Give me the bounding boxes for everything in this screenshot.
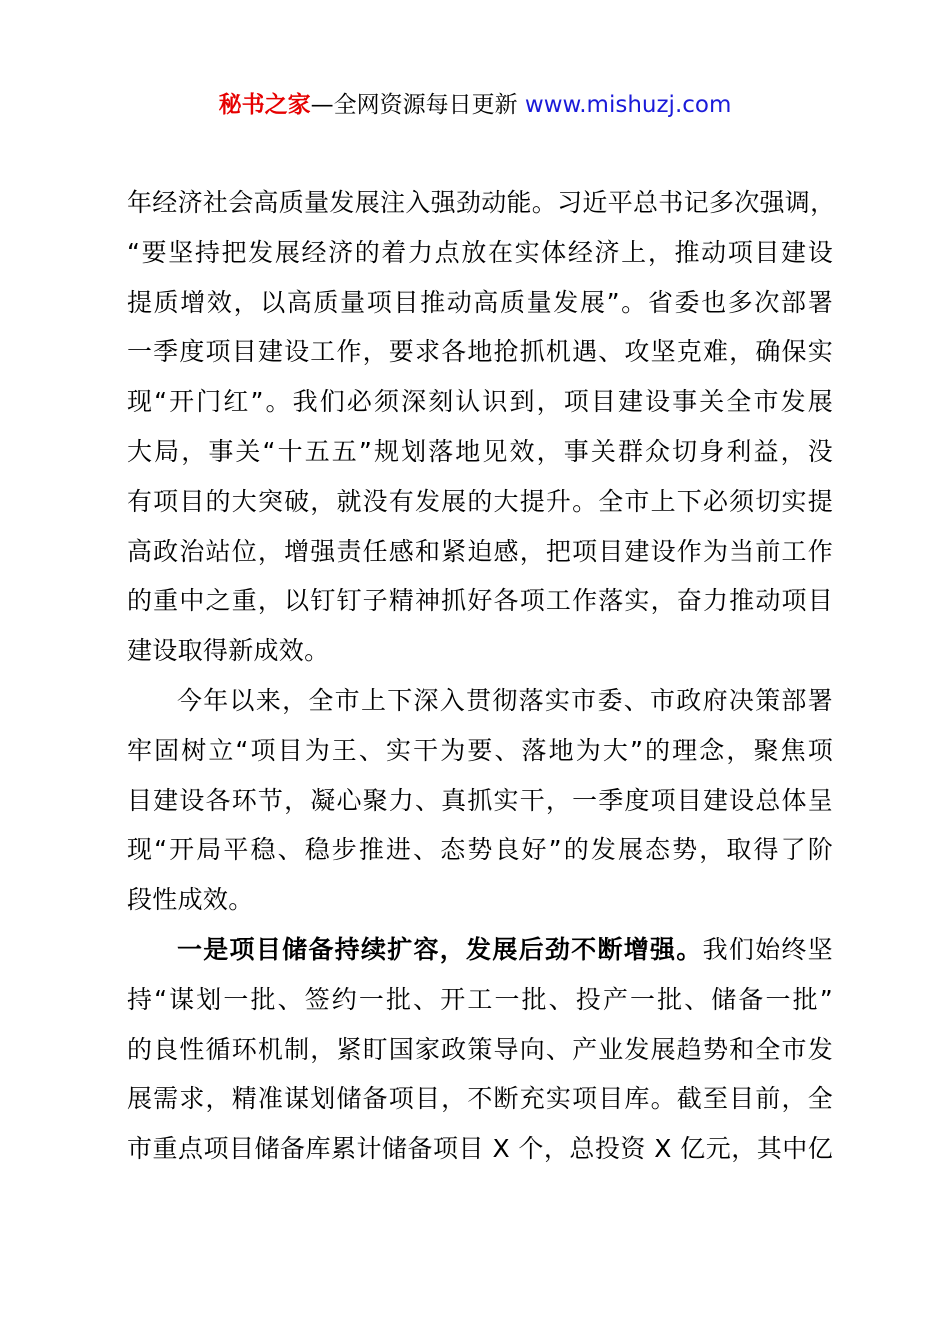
text-line: 建设取得新成效。 <box>127 636 330 666</box>
text-line: 持“谋划一批、签约一批、开工一批、投产一批、储备一批” <box>127 984 833 1014</box>
text-line: 现“开局平稳、稳步推进、态势良好”的发展态势，取得了阶 <box>127 835 833 865</box>
paragraph-2 <box>127 676 833 925</box>
text-line: 一季度项目建设工作，要求各地抢抓机遇、攻坚克难，确保实 <box>127 337 833 367</box>
text-line: 年经济社会高质量发展注入强劲动能。习近平总书记多次强调， <box>127 188 836 217</box>
header-tagline: —全网资源每日更新 <box>310 92 525 118</box>
text-line: “要坚持把发展经济的着力点放在实体经济上，推动项目建设 <box>127 237 833 267</box>
paragraph-lead-rest: 我们始终坚 <box>702 934 833 964</box>
header-url-link[interactable]: www.mishuzj.com <box>524 92 732 118</box>
text-line: 的重中之重，以钉钉子精神抓好各项工作落实，奋力推动项目 <box>127 586 833 616</box>
text-line: 展需求，精准谋划储备项目，不断充实项目库。截至目前，全 <box>127 1084 833 1114</box>
text-line: 今年以来，全市上下深入贯彻落实市委、市政府决策部署 <box>177 685 833 715</box>
header-brand: 秘书之家 <box>218 92 311 118</box>
document-body <box>127 178 836 1174</box>
text-line: 的良性循环机制，紧盯国家政策导向、产业发展趋势和全市发 <box>127 1034 833 1064</box>
text-line <box>127 925 833 975</box>
text-line: 段性成效。 <box>127 885 254 915</box>
text-line: 高政治站位，增强责任感和紧迫感，把项目建设作为当前工作 <box>127 536 833 566</box>
text-line: 现“开门红”。我们必须深刻认识到，项目建设事关全市发展 <box>127 387 833 417</box>
page-header <box>0 88 950 122</box>
text-line: 牢固树立“项目为王、实干为要、落地为大”的理念，聚焦项 <box>127 735 833 765</box>
paragraph-3 <box>127 925 833 1174</box>
text-line: 提质增效，以高质量项目推动高质量发展”。省委也多次部署 <box>127 287 833 317</box>
paragraph-lead-heading: 一是项目储备持续扩容，发展后劲不断增强。 <box>177 934 703 964</box>
text-line: 目建设各环节，凝心聚力、真抓实干，一季度项目建设总体呈 <box>127 785 833 815</box>
text-line: 市重点项目储备库累计储备项目 X 个，总投资 X 亿元，其中亿 <box>127 1134 833 1164</box>
text-line: 大局，事关“十五五”规划落地见效，事关群众切身利益，没 <box>127 436 833 466</box>
text-line: 有项目的大突破，就没有发展的大提升。全市上下必须切实提 <box>127 486 833 516</box>
paragraph-1 <box>127 178 836 676</box>
